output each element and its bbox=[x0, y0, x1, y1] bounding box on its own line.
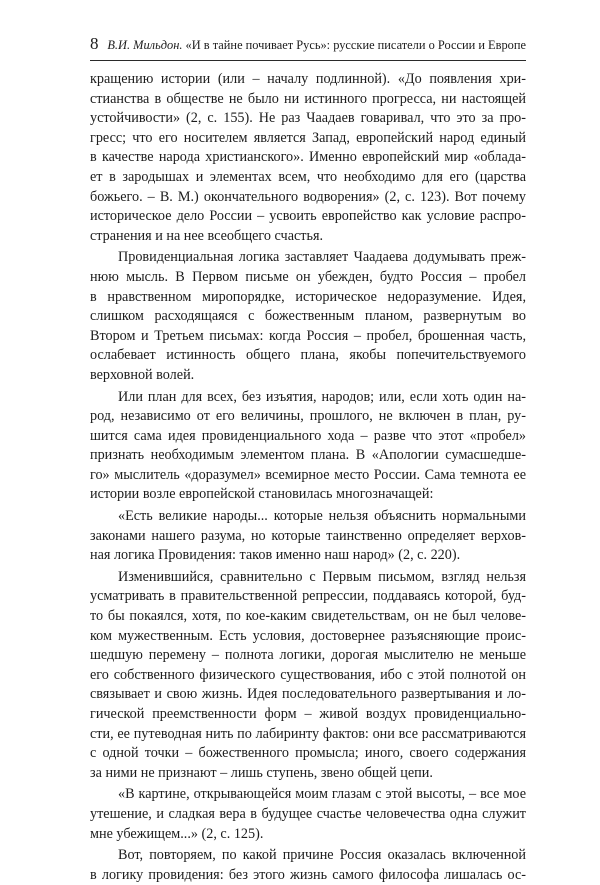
text-line: историческое дело России – усвоить европейство как условие распро- bbox=[90, 208, 526, 225]
text-line: гической преемственности форм – живой воздух провиденциально- bbox=[90, 706, 526, 722]
paragraph bbox=[90, 507, 526, 566]
text-line: нюю мысль. В Первом письме он убежден, будто Россия – пробел bbox=[90, 268, 526, 285]
text-line: слишком расходящаяся с божественным планом, развернутым во bbox=[90, 308, 526, 325]
text-line: ком мужественным. Есть условия, достовернее разъясняющие проис- bbox=[90, 627, 526, 644]
text-line: го» мыслитель «доразумел» всемирное место России. Сама темнота ее bbox=[90, 466, 526, 483]
running-head-author: В.И. Мильдон. bbox=[107, 38, 183, 52]
text-line: законами нашего разума, но которые таинственно определяет верхов- bbox=[90, 527, 526, 544]
paragraph bbox=[90, 785, 526, 844]
text-line: признать необходимым элементом плана. В «Апологии сумасшедше- bbox=[90, 447, 526, 464]
text-line: в нравственном миропорядке, историческое недоразумение. Идея, bbox=[90, 288, 526, 305]
text-line: «В картине, открывающейся моим глазам с этой высоты, – все мое bbox=[118, 786, 526, 803]
paragraph bbox=[90, 568, 526, 784]
text-line: мне убежищем...» (2, с. 125). bbox=[90, 825, 264, 842]
text-line: усматривать в правительственной репрессии, поддаваясь которой, буд- bbox=[90, 588, 526, 605]
text-line: ная логика Провидения: таков именно наш народ» (2, с. 220). bbox=[90, 547, 461, 564]
text-line: верховной волей. bbox=[90, 366, 195, 383]
text-line: Или план для всех, без изъятия, народов; или, если хоть один на- bbox=[118, 388, 526, 405]
text-line: «Есть великие народы... которые нельзя объяснить нормальными bbox=[118, 508, 526, 525]
text-line: кращению истории (или – началу подлинной). «До появления хри- bbox=[90, 71, 526, 87]
text-line: шится сама идея провиденциального хода – разве что этот «пробел» bbox=[90, 427, 526, 444]
running-header bbox=[90, 34, 526, 61]
running-head-title bbox=[107, 36, 526, 54]
text-line: в логику провидения: без этого жизнь самого философа лишалась ос- bbox=[90, 866, 526, 883]
text-line: стианства в обществе не было ни истинного прогресса, ни настоящей bbox=[90, 90, 526, 107]
body-text bbox=[90, 70, 526, 885]
paragraph bbox=[90, 248, 526, 385]
text-line: Изменившийся, сравнительно с Первым письмом, взгляд нельзя bbox=[118, 568, 526, 585]
paragraph bbox=[90, 70, 526, 246]
text-line: связывает и свою жизнь. Идея последовательного развертывания и ло- bbox=[90, 686, 526, 703]
text-line: гресс; что его носителем является Запад, европейский народ единый bbox=[90, 129, 526, 146]
text-line: сти, ее путеводная нить по лабиринту фактов: они все рассматриваются bbox=[90, 725, 526, 742]
text-line: божьего. – В. М.) окончательного водворения» (2, с. 123). Вот почему bbox=[90, 188, 526, 205]
running-head-book-title: «И в тайне почивает Русь»: русские писатели о России и Европе bbox=[185, 38, 526, 52]
text-line: шедшую перемену – полнота логики, дорогая мыслителю не меньше bbox=[90, 647, 526, 664]
paragraph bbox=[90, 388, 526, 506]
text-line: за ними не признают – лишь ступень, звено общей цепи. bbox=[90, 764, 433, 781]
text-line: ет в зародышах и элементах всем, что необходимо для его (царства bbox=[90, 168, 526, 185]
text-line: в качестве народа христианского». Именно европейский мир «облада- bbox=[90, 149, 526, 166]
text-line: с одной точки – божественного промысла; иного, своего содержания bbox=[90, 745, 526, 762]
text-line: странения и на нее всеобщего счастья. bbox=[90, 227, 324, 244]
text-line: Провиденциальная логика заставляет Чаадаева додумывать преж- bbox=[118, 249, 526, 266]
text-line: устойчивости» (2, с. 155). Не раз Чаадаев говаривал, что это за про- bbox=[90, 110, 526, 127]
text-line: истории возле европейской становилась многозначащей: bbox=[90, 486, 434, 503]
text-line: Вот, повторяем, по какой причине Россия оказалась включенной bbox=[118, 847, 526, 864]
text-line: род, независимо от его величины, прошлого, не включен в план, ру- bbox=[90, 408, 526, 425]
page-number: 8 bbox=[90, 34, 99, 53]
text-line: ослабевает истинность общего плана, якобы попечительствуемого bbox=[90, 347, 526, 364]
text-line: утешение, и сладкая вера в будущее счастье человечества одна служит bbox=[90, 805, 526, 822]
text-line: его собственного физического существования, ибо с этой полнотой он bbox=[90, 666, 526, 683]
text-line: Втором и Третьем письмах: когда Россия – пробел, брошенная часть, bbox=[90, 327, 526, 344]
paragraph bbox=[90, 846, 526, 885]
text-line: то бы покаялся, хотя, по кое-каким свидетельствам, он не был челове- bbox=[90, 608, 526, 625]
